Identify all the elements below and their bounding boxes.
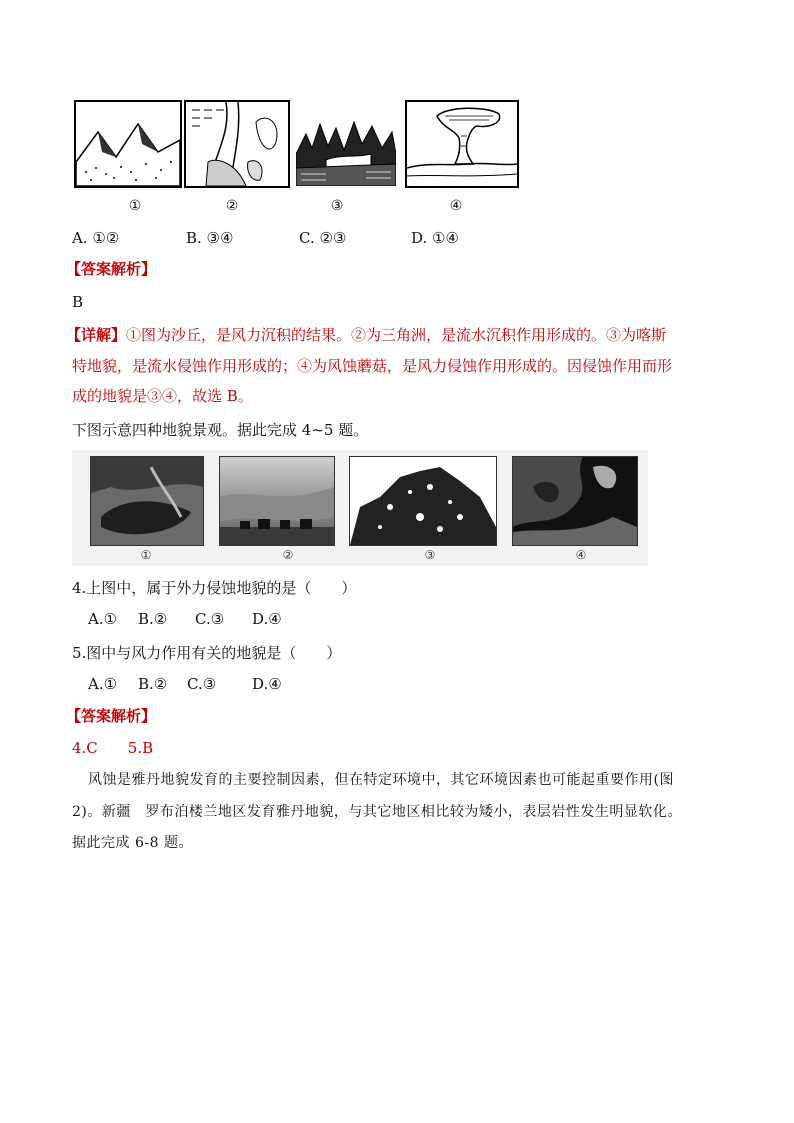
option-a: A. ①② bbox=[72, 229, 120, 247]
photo-caption-1: ① bbox=[140, 548, 152, 562]
photo-1-glacier bbox=[90, 456, 204, 546]
photo-caption-2: ② bbox=[282, 548, 294, 562]
photo-2-desert bbox=[219, 456, 335, 546]
q5-option-a: A.① bbox=[88, 675, 118, 693]
q5-stem: 5.图中与风力作用有关的地貌是（ ） bbox=[72, 644, 342, 662]
figure-caption-4: ④ bbox=[449, 198, 463, 214]
detail-label: 【详解】 bbox=[66, 326, 127, 344]
dunes-drawing bbox=[76, 102, 180, 186]
detail-line-3: 成的地貌是③④，故选 B。 bbox=[72, 387, 253, 405]
karst-drawing bbox=[296, 114, 396, 186]
photo-3-mountain bbox=[349, 456, 497, 546]
figure-mushroom-rock bbox=[405, 100, 519, 188]
figure-caption-1: ① bbox=[128, 198, 142, 214]
q4-option-c: C.③ bbox=[195, 610, 225, 628]
passage-line-3: 据此完成 6-8 题。 bbox=[72, 835, 193, 851]
q4-option-b: B.② bbox=[138, 610, 168, 628]
option-d: D. ①④ bbox=[411, 229, 459, 247]
intro-text: 下图示意四种地貌景观。据此完成 4~5 题。 bbox=[72, 421, 369, 439]
figure-delta bbox=[184, 100, 290, 188]
figure-caption-2: ② bbox=[225, 198, 239, 214]
photo-4-coast bbox=[512, 456, 638, 546]
answer-header-1: 【答案解析】 bbox=[66, 260, 157, 278]
figure-caption-3: ③ bbox=[330, 198, 344, 214]
passage-line-1: 风蚀是雅丹地貌发育的主要控制因素，但在特定环境中，其它环境因素也可能起重要作用(图 bbox=[88, 772, 674, 788]
option-c: C. ②③ bbox=[299, 229, 347, 247]
detail-line-1 bbox=[66, 324, 666, 346]
photo-caption-4: ④ bbox=[575, 548, 587, 562]
mushroom-rock-drawing bbox=[407, 102, 517, 186]
figure-karst bbox=[296, 114, 396, 186]
option-b: B. ③④ bbox=[186, 229, 234, 247]
answer-header-2: 【答案解析】 bbox=[66, 707, 157, 725]
photo-caption-3: ③ bbox=[424, 548, 436, 562]
delta-drawing bbox=[186, 102, 288, 186]
q4-option-a: A.① bbox=[88, 610, 118, 628]
q5-option-d: D.④ bbox=[252, 675, 282, 693]
answer-2: 4.C 5.B bbox=[72, 739, 154, 757]
detail-text-1: ①图为沙丘，是风力沉积的结果。②为三角洲，是流水沉积作用形成的。③为喀斯 bbox=[126, 326, 667, 344]
q5-option-c: C.③ bbox=[187, 675, 217, 693]
photo-strip bbox=[72, 450, 648, 566]
q4-stem: 4.上图中，属于外力侵蚀地貌的是（ ） bbox=[72, 579, 357, 597]
passage-line-2: 2)。新疆 罗布泊楼兰地区发育雅丹地貌，与其它地区相比较为矮小，表层岩性发生明显软化。 bbox=[72, 804, 682, 820]
detail-line-2: 特地貌，是流水侵蚀作用形成的；④为风蚀蘑菇，是风力侵蚀作用形成的。因侵蚀作用而形 bbox=[72, 357, 673, 375]
q4-option-d: D.④ bbox=[252, 610, 282, 628]
answer-1: B bbox=[72, 293, 84, 311]
q5-option-b: B.② bbox=[138, 675, 168, 693]
figure-dunes bbox=[74, 100, 182, 188]
